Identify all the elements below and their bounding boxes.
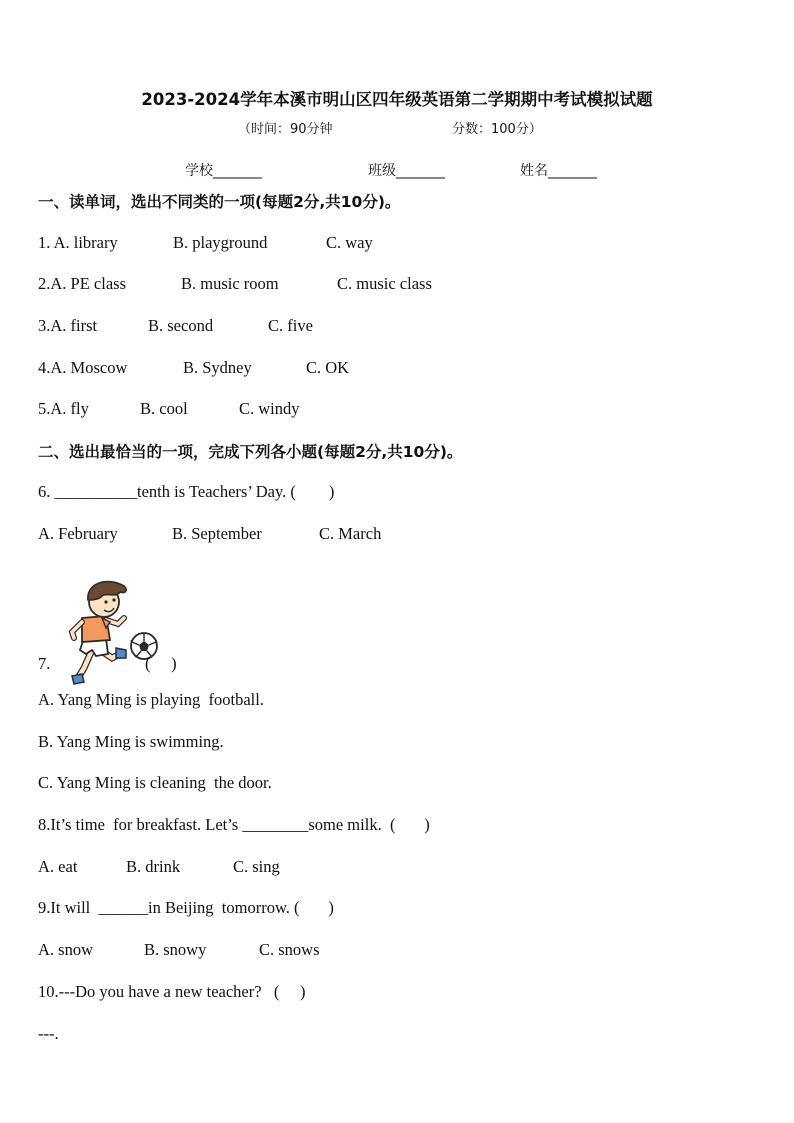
q1-option-c: C. way — [326, 233, 373, 252]
q4-option-a: 4.A. Moscow — [38, 358, 128, 377]
q4-option-c: C. OK — [306, 358, 350, 377]
q3-option-b: B. second — [148, 316, 214, 335]
section1-heading: 一、读单词，选出不同类的一项(每题2分,共10分)。 — [38, 193, 401, 211]
q9-stem: 9.It will ______in Beijing tomorrow. ( ) — [38, 898, 334, 917]
q6-stem: 6. __________tenth is Teachers’ Day. ( ) — [38, 482, 335, 501]
q7-option-c: C. Yang Ming is cleaning the door. — [38, 773, 272, 792]
q6-option-c: C. March — [319, 524, 382, 543]
q5-option-a: 5.A. fly — [38, 399, 89, 418]
q2-option-b: B. music room — [181, 274, 279, 293]
q1-option-b: B. playground — [173, 233, 268, 252]
q9-option-a: A. snow — [38, 940, 94, 959]
q6-option-a: A. February — [38, 524, 118, 543]
q5-option-b: B. cool — [140, 399, 188, 418]
q7-number: 7. — [38, 654, 51, 673]
q6-option-b: B. September — [172, 524, 262, 543]
q7-answer-paren: ( ) — [145, 654, 177, 673]
q2-option-a: 2.A. PE class — [38, 274, 126, 293]
q3-option-a: 3.A. first — [38, 316, 98, 335]
q8-option-b: B. drink — [126, 857, 181, 876]
school-field[interactable]: 学校_______ — [185, 163, 262, 179]
q9-option-c: C. snows — [259, 940, 320, 959]
q10-answer-line: ---. — [38, 1024, 59, 1043]
q4-option-b: B. Sydney — [183, 358, 252, 377]
q5-option-c: C. windy — [239, 399, 300, 418]
q8-stem: 8.It’s time for breakfast. Let’s ________some milk. ( ) — [38, 815, 430, 834]
q7-option-b: B. Yang Ming is swimming. — [38, 732, 224, 751]
exam-score: 分数：100分） — [452, 122, 542, 137]
q8-option-c: C. sing — [233, 857, 280, 876]
q1-option-a: 1. A. library — [38, 233, 118, 252]
section2-heading: 二、选出最恰当的一项，完成下列各小题(每题2分,共10分)。 — [38, 443, 463, 461]
exam-title: 2023-2024学年本溪市明山区四年级英语第二学期期中考试模拟试题 — [141, 90, 653, 109]
name-field[interactable]: 姓名_______ — [520, 163, 597, 179]
q3-option-c: C. five — [268, 316, 313, 335]
q7-option-a: A. Yang Ming is playing football. — [38, 690, 264, 709]
q9-option-b: B. snowy — [144, 940, 207, 959]
exam-time: （时间：90分钟 — [238, 122, 333, 137]
q2-option-c: C. music class — [337, 274, 432, 293]
q10-stem: 10.---Do you have a new teacher? ( ) — [38, 982, 306, 1001]
class-field[interactable]: 班级_______ — [368, 163, 445, 179]
q8-option-a: A. eat — [38, 857, 78, 876]
